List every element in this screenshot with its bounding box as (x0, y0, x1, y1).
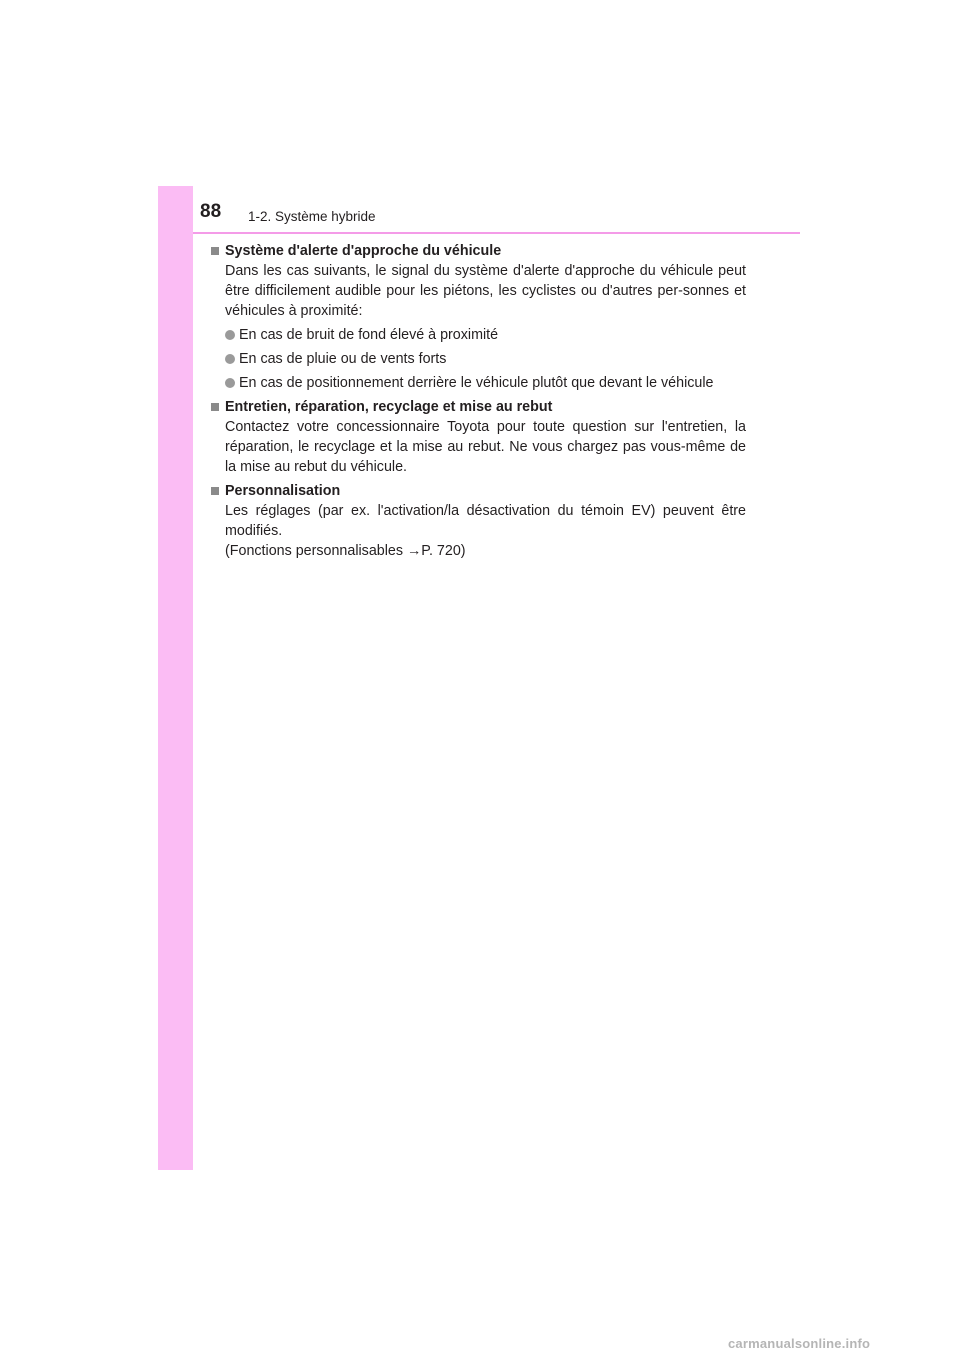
list-item (225, 349, 746, 369)
square-bullet-icon (211, 403, 219, 411)
list-item (225, 373, 746, 393)
section-heading (210, 241, 746, 261)
list-item-text: En cas de pluie ou de vents forts (239, 351, 447, 367)
paragraph-text: Les réglages (par ex. l'activation/la désactivation du témoin EV) peuvent être modifiés. (225, 503, 746, 539)
section-heading (210, 397, 746, 417)
chapter-side-bar (158, 186, 193, 1170)
watermark: carmanualsonline.info (728, 1336, 871, 1351)
bullet-list (225, 325, 746, 393)
header-rule (193, 232, 800, 234)
chapter-title: 1-2. Système hybride (248, 209, 376, 224)
round-bullet-icon (225, 378, 235, 388)
list-item-text: En cas de positionnement derrière le véhicule plutôt que devant le véhicule (239, 375, 714, 391)
section-paragraph: Contactez votre concessionnaire Toyota pour toute question sur l'entretien, la réparation, le recyclage et la mise au rebut. Ne vous chargez pas vous-même de la mise au rebut du véhicule. (225, 419, 746, 475)
section-paragraph (225, 501, 746, 561)
list-item-text: En cas de bruit de fond élevé à proximité (239, 327, 499, 343)
section-heading (210, 481, 746, 501)
round-bullet-icon (225, 354, 235, 364)
page-reference-link[interactable]: (Fonctions personnalisables →P. 720) (225, 543, 466, 559)
round-bullet-icon (225, 330, 235, 340)
page-content (210, 241, 746, 565)
section-paragraph: Dans les cas suivants, le signal du système d'alerte d'approche du véhicule peut être difficilement audible pour les piétons, les cyclistes ou d'autres per-sonnes et véhicules à proximité: (225, 263, 746, 319)
list-item (225, 325, 746, 345)
section-heading-text: Système d'alerte d'approche du véhicule (225, 243, 502, 259)
section-vehicle-approach-alert (210, 241, 746, 393)
section-personalisation (210, 481, 746, 561)
page-number: 88 (200, 201, 222, 222)
section-heading-text: Personnalisation (225, 483, 341, 499)
section-maintenance-disposal (210, 397, 746, 477)
square-bullet-icon (211, 247, 219, 255)
section-heading-text: Entretien, réparation, recyclage et mise au rebut (225, 399, 553, 415)
square-bullet-icon (211, 487, 219, 495)
